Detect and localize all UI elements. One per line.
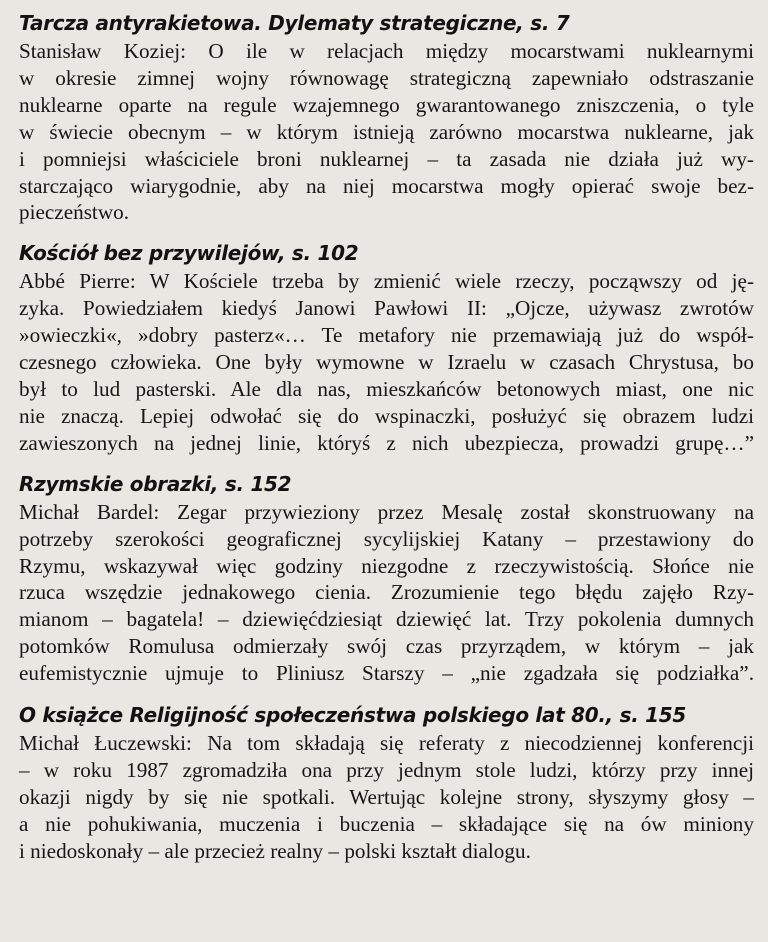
section-kosciol-bez-przywilejow [19, 239, 754, 456]
book-title: Religijność społeczeństwa polskiego lat 80. [129, 703, 606, 728]
body-line: rzuca wszędzie jednakowego cienia. Zrozumienie tego błędu zajęło Rzy- [19, 580, 754, 605]
body-line: Michał Łuczewski: Na tom składają się referaty z niecodziennej konferencji [19, 731, 754, 756]
body-line: Michał Bardel: Zegar przywieziony przez Mesalę został skonstruowany na [19, 499, 754, 524]
body-line: potrzeby szerokości geograficznej sycylijskiej Katany – przestawiony do [19, 526, 754, 551]
section-heading: Rzymskie obrazki, s. 152 [19, 471, 292, 496]
section-body [19, 730, 754, 865]
body-line: Stanisław Koziej: O ile w relacjach między mocarstwami nuklearnymi [19, 39, 754, 63]
section-body [19, 499, 754, 687]
body-line: w okresie zimnej wojny równowagę strategiczną zapewniało odstraszanie [19, 65, 754, 90]
section-heading: Tarcza antyrakietowa. Dylematy strategiczne, s. 7 [19, 11, 570, 35]
section-o-ksiazce [19, 701, 754, 865]
body-line: mianom – bagatela! – dziewięćdziesiąt dziewięć lat. Trzy pokolenia dumnych [19, 607, 754, 632]
section-body [19, 268, 754, 456]
body-line: starczająco wiarygodnie, aby na niej mocarstwa mogły opierać swoje bez- [19, 173, 754, 198]
section-heading [19, 701, 754, 729]
body-line: eufemistycznie ujmuje to Pliniusz Starszy – „nie zgadzała się podziałka”. [19, 661, 754, 686]
body-line: był to lud pasterski. Ale dla nas, mieszkańców betonowych miast, one nic [19, 376, 754, 401]
body-line: pieczeństwo. [19, 200, 130, 225]
body-line: czesnego człowieka. One były wymowne w Izraelu w czasach Chrystusa, bo [19, 350, 754, 375]
section-heading: Kościół bez przywilejów, s. 102 [19, 241, 359, 266]
body-line: nie znaczą. Lepiej odwołać się do wspinaczki, posłużyć się obrazem ludzi [19, 403, 754, 428]
body-line: »owieczki«, »dobry pasterz«… Te metafory nie przemawiają już do współ- [19, 323, 754, 348]
body-line: i niedoskonały – ale przecież realny – polski kształt dialogu. [19, 838, 531, 863]
body-line: zyka. Powiedziałem kiedyś Janowi Pawłowi II: „Ojcze, używasz zwrotów [19, 296, 754, 321]
section-rzymskie-obrazki [19, 470, 754, 687]
heading-suffix: , s. 155 [605, 703, 687, 728]
body-line: a nie pohukiwania, muczenia i buczenia – składające się na ów miniony [19, 811, 754, 836]
section-tarcza-antyrakietowa [19, 9, 754, 226]
body-line: Rzymu, wskazywał więc godziny niezgodne z rzeczywistością. Słońce nie [19, 553, 754, 578]
body-line: w świecie obecnym – w którym istnieją zarówno mocarstwa nuklearne, jak [19, 119, 754, 144]
heading-prefix: O książce [19, 703, 130, 728]
body-line: okazji nigdy by się nie spotkali. Wertując kolejne strony, słyszymy głosy – [19, 784, 754, 809]
section-body [19, 38, 754, 226]
body-line: nuklearne oparte na regule wzajemnego gwarantowanego zniszczenia, o tyle [19, 92, 754, 117]
body-line: potomków Romulusa odmierzały swój czas przyrządem, w którym – jak [19, 634, 754, 659]
body-line: Abbé Pierre: W Kościele trzeba by zmienić wiele rzeczy, począwszy od ję- [19, 269, 754, 294]
body-line: – w roku 1987 zgromadziła ona przy jednym stole ludzi, którzy przy innej [19, 757, 754, 782]
body-line: zawieszonych na jednej linie, któryś z nich ubezpiecza, prowadzi grupę…” [19, 430, 754, 455]
body-line: i pomniejsi właściciele broni nuklearnej – ta zasada nie działa już wy- [19, 146, 754, 171]
